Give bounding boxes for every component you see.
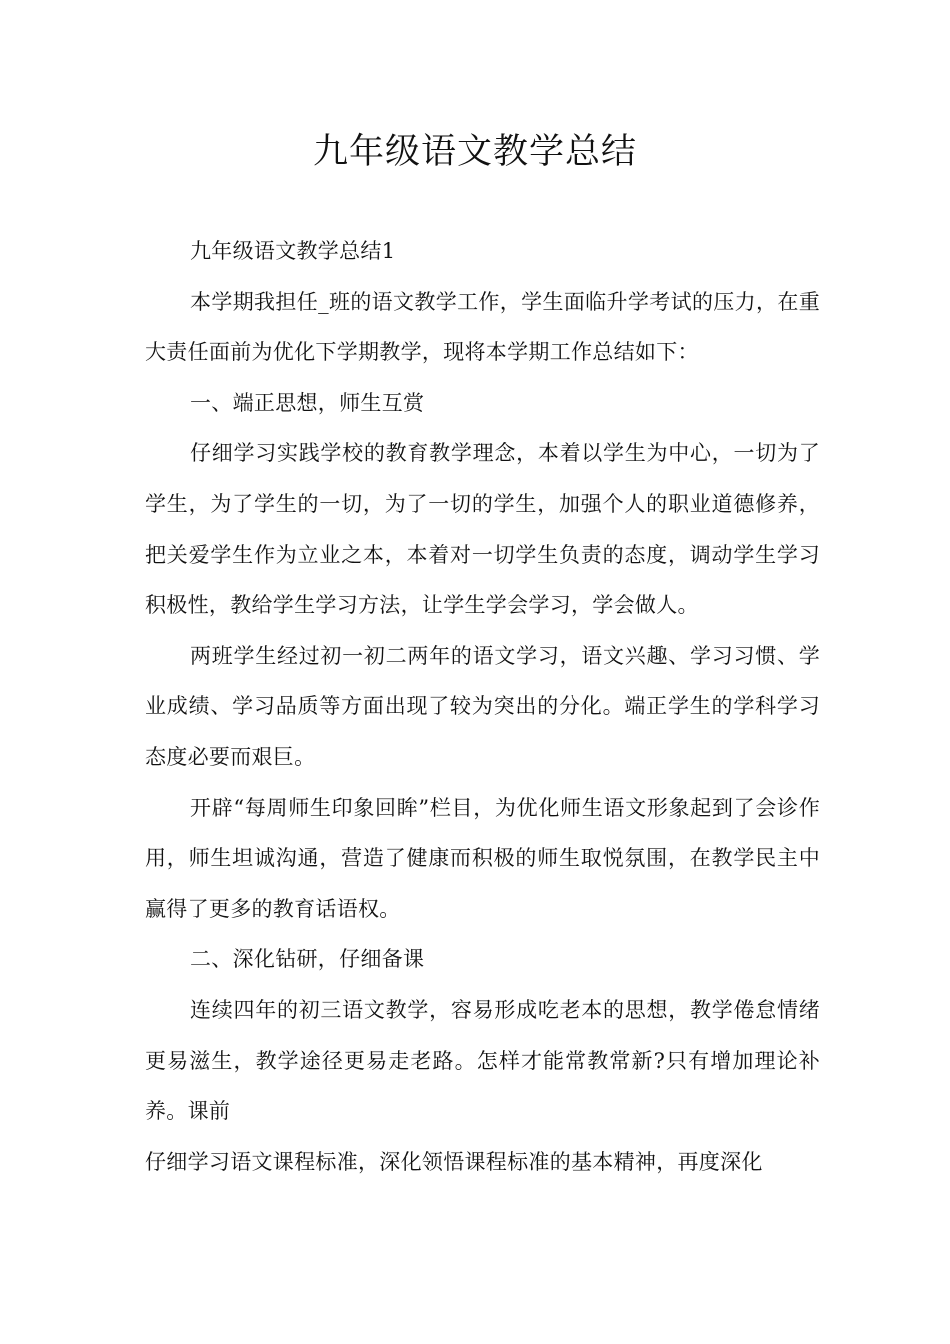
document-title: 九年级语文教学总结 [312,132,637,172]
subheading-one: 一、端正思想，师生互赏 [190,390,425,415]
paragraph: 两班学生经过初一初二两年的语文学习，语文兴趣、学习习惯、学业成绩、学习品质等方面出现了较为突出的分化。端正学生的学科学习态度必要而艰巨。 [145,643,820,769]
document-body [145,226,820,1187]
subheading-two: 二、深化钻研，仔细备课 [190,947,425,972]
paragraph: 开辟“每周师生印象回眸”栏目，为优化师生语文形象起到了会诊作用，师生坦诚沟通，营造了健康而积极的师生取悦氛围，在教学民主中赢得了更多的教育话语权。 [145,795,820,921]
paragraph: 仔细学习实践学校的教育教学理念，本着以学生为中心，一切为了学生，为了学生的一切，为了一切的学生，加强个人的职业道德修养，把关爱学生作为立业之本，本着对一切学生负责的态度，调动学生学习积极性，教给学生学习方法，让学生学会学习，学会做人。 [145,441,820,618]
paragraph-intro: 本学期我担任_班的语文教学工作，学生面临升学考试的压力，在重大责任面前为优化下学期教学，现将本学期工作总结如下： [145,289,820,365]
paragraph: 连续四年的初三语文教学，容易形成吃老本的思想，教学倦怠情绪更易滋生，教学途径更易走老路。怎样才能常教常新?只有增加理论补养。课前 [145,997,820,1124]
section-heading-1: 九年级语文教学总结1 [190,239,396,263]
paragraph-continued: 仔细学习语文课程标准，深化领悟课程标准的基本精神，再度深化 [145,1149,763,1174]
